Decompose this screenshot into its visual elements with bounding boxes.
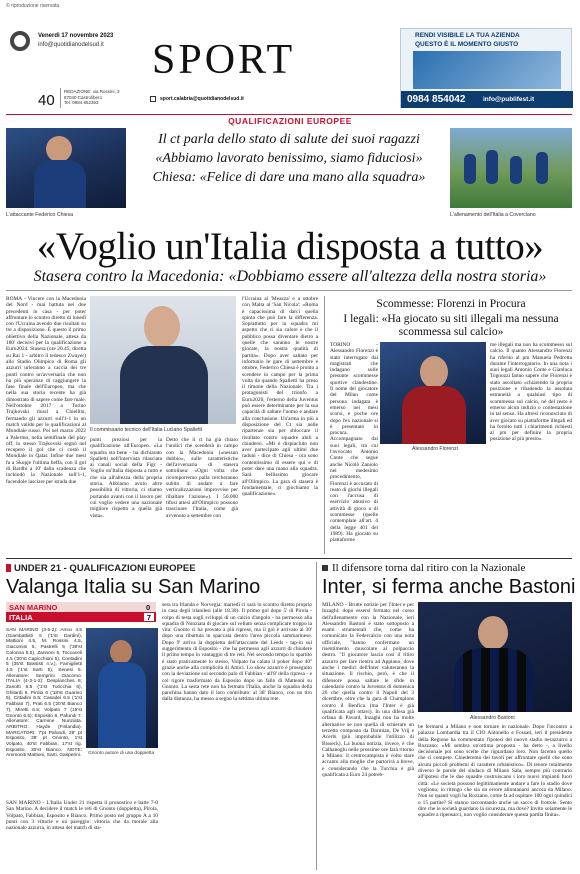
redazione-address: REDAZIONE: via Rossini, 3 87040 Castrolibero Tel. 0984 852363 [64,89,120,105]
main-kicker: QUALIFICAZIONI EUROPEE [228,116,352,126]
inter-kicker: Il difensore torna dal ritiro con la Nazionale [332,562,526,574]
u21-kicker: UNDER 21 - QUALIFICAZIONI EUROPEE [14,563,196,574]
mail-icon [150,96,156,102]
ad-email: info@publifest.it [483,96,535,103]
sidebar-col-2: me illegali ma non ha scommesso sul calcio. Il quanto Alessandro Florenzi ha riferito al pm Manuela Pedrotta durante l'interrogatorio. In una nota i suoi legali Antonio Conte e Gianluca Tognozzi fanno sapere che Florenzi è stato ascoltato «chiarendo la propria posizione e ribadendo la assoluta estraneità a qualsiasi tipo di scommessa sul calcio, né del resto è emerso alcun indizio o contestazione in tal senso. Ha altresì riconosciuto di aver giocato su piattaforme illegali ed ha fornito tutti i chiarimenti richiesti al pm per definire la propria posizione al più presto». [490,342,572,443]
header-divider [60,88,61,108]
inter-headline: Inter, si ferma anche Bastoni [322,576,576,598]
inter-kicker-marker [322,565,328,571]
score-value: 7 [144,613,154,621]
sidebar-kicker: Scommesse: Florenzi in Procura [376,298,526,310]
article-col-1: ROMA - Vincere con la Macedonia del Nord - mai battuta nei due precedenti in casa - per poter affrontare lo scontro diretto di lunedì con l'Ucraina avendo due risultati su tre a disposizione. È questo il primo obiettivo della Nazionale, attesa da 180' decisivi per la qualificazione a Euro2024. Stasera (ore 20.45, diretta su Rai 1 - arbitro il tedesco Zwayer) allo Stadio Olimpico di Roma gli azzurri urleranno a caccia dei tre punti contro un'avversaria che non ha più speranze di raggiungere la fase finale dell'Europeo, ma che nella sua storia recente ha già dimostrato di sapere come fare male. Nell'ottobre 2017 a Torino Trajkovski riuscì a Chiellini, fermando gli azzurri sull'1-1 in un match valido per le qualificazioni al Mondiale russo. Poi nel marzo 2022 a Palermo, nella semifinale del play off, lo stesso Trajkovski segnò nel recupero il gol che ci costò il Mondiale in Qatar. Infine due mesi fa a Skopje l'ultima beffa, con il gol di Bardhi a 10' dalla scadenza che inchiodò la Nazionale sull'1-1, facendole lasciare per strada due [6,296,86,485]
sidebar-col-1: TORINO - Alessandro Florenzi è stato interrogato dai magistrati che indagano sulle presunte scommesse sportive clandestine. Il nome del giocatore del Milan come persona indagata è emerso nei mesi scorsi, e poche ore dopo l'ex nazionale si è presentato in procura. Accompagnato dai suoi legali, tra cui l'avvocato Antonio Conte che segue anche Nicolò Zaniolo nel medesimo procedimento, Florenzi è accusato di reato di giochi illegali con l'accusa di esercizio abusivo di attività di gioco o di scommesse (quelle contemplate all'art. 4 della legge 401 del 1989). Ha giocato su piattaforme [330,342,378,544]
sidebar-headline: I legali: «Ha giocato su siti illegali ma nessuna scommessa sul calcio» [343,313,559,338]
ad-footer [401,91,573,108]
u21-col-a: SAN MARINO - L'Italia Under 21 rispetta il pronostico e batte 7-0 San Marino. A decidere il match le reti di Gnonto (doppietta), Pirola, Volpato, Fabbian, Esposito e Bianco. Primo posto nel gruppo A a 10 punti con 3 vittorie e un pareggio: vittoria che da morale alla nazionale azzurra, in attesa del match di sta- [6,800,158,832]
score-team: ITALIA [9,613,33,622]
gnonto-photo [86,628,158,748]
score-row [6,612,156,622]
sport-email: sport.calabria@quotidianodelsud.it [160,96,244,102]
deck-rule [6,290,572,291]
publifest-ad[interactable] [400,28,572,108]
contact-email: info@quotidianodelsud.it [38,42,104,48]
bastoni-photo [418,602,572,712]
score-team: SAN MARINO [9,603,58,612]
score-value: 0 [146,603,151,612]
article-col-2: punti preziosi per la qualificazione all'Europeo. «La squadra sta bene - ha dichiarato Spalletti nell'intervista rilasciata ai canali social della Figc - Voglio un'Italia disposta a tutto e che sia all'altezza della propria storia. Abbiamo avuto altre possibilità di vittoria, ci stiamo portando avanti con il lavoro per cui voglio vedere una nazionale migliore rispetto a quella già vista». [90,437,162,519]
training-caption: L'allenamento dell'Italia a Coverciano [450,212,536,218]
training-photo [450,128,572,208]
u21-headline: Valanga Italia su San Marino [6,576,261,598]
subhead-3: Chiesa: «Felice di dare una mano alla squadra» [152,170,426,185]
scoreboard [6,602,156,622]
kicker-rule [6,114,572,115]
inter-col-b: be fermarsi a Milano e non tornare in nazionale. Dopo l'incontro a palazzo Lombardia tra il CIO Antonello e Fossati, ieri il presidente della Regione ha commentato l'ipotesi del nuovo stadio nerazzurro a Rozzano: «Mi sembra un'ottima proposta - ha detto -, a livello decisionale poi sono scelte che riguardano loro. Non facemo quello che ci compete. Chiederemo dei tavoli per affrontare quelli che sono alcuni piccoli problemi di carattere urbanistico». Di tenore totalmente diverso le parole del sindaco di Milano Sala, sempre più contrario all'ipotesi che le due squadre costruiscano i loro nuovi impianti fuori città: «Le società possono legittimamente andare a fare lo stadio dove vogliono, io ritengo che sia un errore allontanarsi ancora da Milano. Non so quanti vogli ha Rozzano, come fa ad ospitare 100 ogni quindici o 15 partite? Si stanno raccontando anche un sacco di frottole. Sento dire che le società guardano la sicurezza, ma dove? Invito solamente le squadre a ripensarci, non voglio considerare questa partita finita». [418,724,572,819]
spalletti-caption: Il commissario tecnico dell'Italia Luciano Spalletti [90,427,202,433]
gnonto-caption: Gnonto autore di una doppietta [88,751,155,756]
subhead-2: «Abbiamo lavorato benissimo, siamo fiduciosi» [155,151,423,166]
article-col-4: l'Ucraina al 'Meazza' e a ottobre con Malta al 'San Nicola': «Roma è capacissima di darci quella spinta che può fare la differenza. Soprattutto per la squadra mi aspetto che ci sia calore e che il pubblico possa diventare dietro a quelle che saranno le nostre giocate, la nostra qualità di partita». Dopo aver saltato per infortunio le gare di settembre e ottobre, Federico Chiesa è pronto a scendere in campo per la prima volta da quando Spalletti ha preso il timone della Nazionale. Tra i protagonisti del trionfo a Euro2020, l'esterno della Juventus può essere determinante per la sua capacità di saltare l'uomo e andare alla conclusione. Un'arma in più a disposizione del Ct sia nelle ripartenze sia per sbloccare il risultato contro squadre abili a chiudersi. «Mi è dispiaciuto non aver partecipato agli ultimi due raduni - dice di Chiesa - ora sono contentissimo di essere qui e di poter dare una mano alla squadra. Sarà bellissimo giocare all'Olimpico. La gara di stasera è fondamentale, ci giochiamo la qualificazione». [242,296,318,498]
spalletti-photo [90,296,236,424]
ad-phone: 0984 854042 [407,94,466,105]
sidebar-divider [324,296,325,554]
issue-date: Venerdì 17 novembre 2023 [38,33,114,39]
section-title: SPORT [152,37,296,83]
main-deck: Stasera contro la Macedonia: «Dobbiamo essere all'altezza della nostra storia» [33,268,547,285]
article-col-3: Detto che il ct ha già chiaro l'undici che scenderà in campo con la Macedonia («nessun dubbio», sulle caratteristiche dell'avversaria di stasera sottolinea: «Ogni volta che ricomporremo palla cercheranno subito di andare a fare verticalizzazioni improvvise per ribaltare l'azione»). I 50.000 tifosi attesi all'Olimpico possono trascinare l'Italia, come già avvenuto a settembre con [166,437,238,519]
bastoni-caption: Alessandro Bastoni [470,715,515,721]
section-rule [6,558,572,559]
florenzi-photo [380,342,486,444]
ad-image [413,51,561,89]
newspaper-logo-icon [10,31,30,51]
u21-kicker-marker [6,564,11,572]
copyright-notice: © riproduzione riservata [6,3,60,9]
score-row [6,602,156,612]
u21-lineups: SAN MARINO (3-5-2): Amici 4.5 (Giambattisti 5 ('1'st Dardini), Mattioni 4.5, M. Rossini 4.5, Giacomini 5, Pastrelli 5 ('39'st Colonna 5.5), Zannoni 5, Toccaceli 4.5 ('20'st Capicchioni 5), Contadini 5 (35'st Bassisti n.v.), Famiglietti 4.5 ('1'st Sarti 5), Senesi 5. Allenatore: Semprini Giacomo. ITALIA (4-3-1-2): Desplanches 6; Zanotti 6.5 ('1'st Turicchia 6), Ghilardi 6, Pirola 6 ('18'st Guarino 6), Cittadini 6.5; Casadei 6.5 ('1'st Fabbian 7), Prati 6.5 ('20'st Bianco 7), Miretti 6.5; Volpato 7 (19'st Gnonto 6.5); Esposito 8, Pafundi 7. Allenatore: Carmine Nunziata. ARBITRO: Hayde (Finlandia). MARCATORI: 7'pt Pafundi, 29' pt Esposito, 38' pt Gnonto, 1'st Volpato, 40'st Fabbian, 17'st rig. Esposito, 30'st Bianco. NOTE: Ammoniti Mattioni, Sarti, Gasperini. [6,628,82,759]
florenzi-caption: Alessandro Florenzi [412,446,458,452]
inter-col-a: MILANO - Brutte notizie per l'Inter e per Inzaghi: dopo essersi fermato nel corso dell'allenamento con la Nazionale, ieri Alessandro Bastoni è stato sottoposto a esami strumentali che, come ha comunicato la Federcalcio con una nota ufficiale, "hanno confermato un risentimento muscolare al polpaccio destro. "Il giocatore lascia così il ritiro azzurro per fare rientro ad Appiano, dove anche i medici dell'Inter valuteranno la situazione. Il rischio, però, è che il difensore possa saltare le sfide in calendario contro la Juventus di domenica 26 che quella contro il Napoli del 3 dicembre, oltre che la gara di Champions contro il Benfica (ma l'Inter è già qualificata agli ottavi). In una difesa già orfana di Pavard, Inzaghi non ha molte alternative se non quella di schierare un terzetto composto da Darmian, De Vrij e Acerbi (più improbabile l'utilizzo di Bisseck). La buona notizia, invece, è che Calhanoglu nelle prossime ore farà ritorno a Milano: il centrocampista è volto stare accanto alla moglie che partorirà a breve, e considerando che la Turchia è già qualificata a Euro 24 potreb- [322,602,414,779]
main-headline: «Voglio un'Italia disposta a tutto» [36,225,544,268]
page-number: 40 [38,92,55,109]
bottom-divider [316,562,317,870]
subhead-1: Il ct parla dello stato di salute dei suoi ragazzi [158,132,420,147]
ad-line2: QUESTO È IL MOMENTO GIUSTO [415,41,519,48]
chiesa-photo [6,128,126,208]
chiesa-caption: L'attaccante Federico Chiesa [6,212,74,218]
u21-col-b: sera tra Irlanda e Norvegia: martedì ci sarà lo scontro diretto proprio in casa degli irlandesi (alle 18.30). Il primo gol dopo 5' di Pirola - colpo di testa sugli sviluppi di un calcio d'angolo - ha permesso alla squadra di Nunziata di giocare sul velluto senza complicare troppo la vita: Gnonto ci ha provato a più riprese, ma il gol è arrivato al 30' dopo una ribattuta in spaccata dentro l'area piccola sammarinese. Dopo 9' arriva la doppietta dell'attaccante del Leeds - tap-in sul suggerimento di Esposito - che ha permesso agli azzurri di chiudere il primo tempo in vantaggio di tre reti. Nel secondo tempo lo spartito è stato praticamente lo stesso, Volpato ha calato il poker dopo 40'' grazie anche alla complicità di Amici. Lo show azzurro è proseguito con la deviazione sul secondo palo di Fabbian - all'8' della ripresa - e col rigore trasformato da Esposito dopo un fallo di Matteoni su Gnonto. La sesta rete non ha fermato l'Italia, anche la squadra della panchina hanno dato il loro contributo: al 38' Bianco, con un tiro dalla distanza, ha messo a segno la settima ultima rete. [162,602,312,703]
ad-line1: RENDI VISIBILE LA TUA AZIENDA [415,32,520,39]
